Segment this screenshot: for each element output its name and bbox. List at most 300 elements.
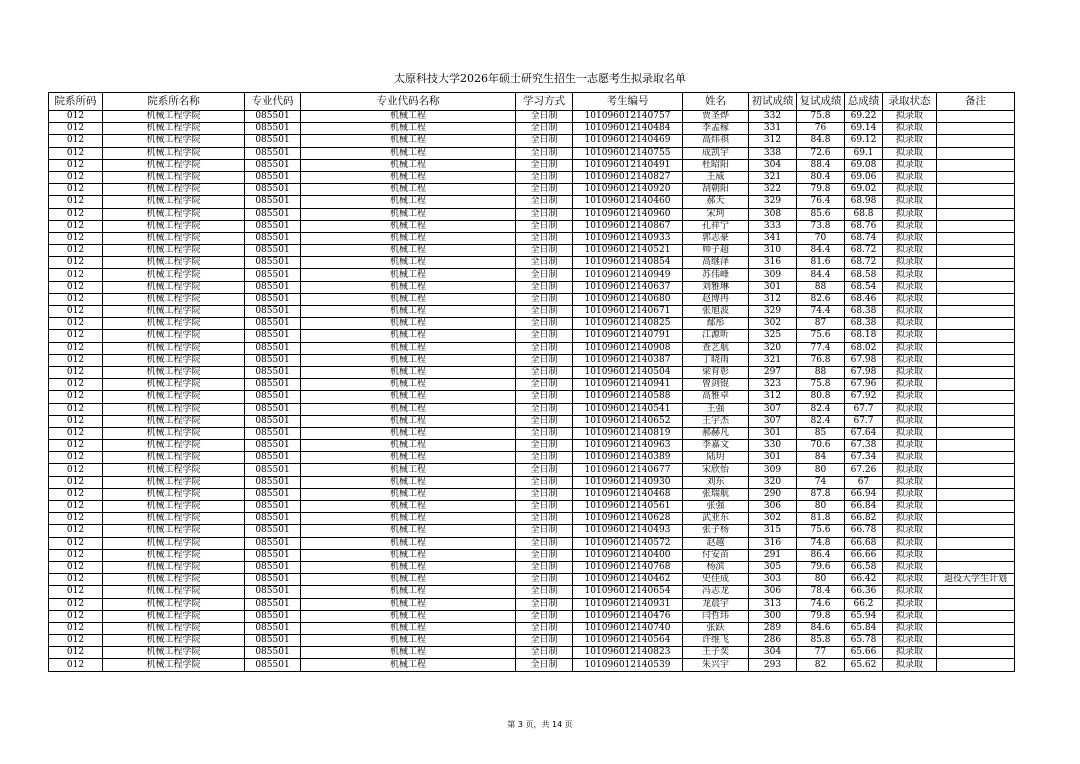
cell-retest-score: 73.8 — [797, 220, 845, 232]
cell-dept-name: 机械工程学院 — [103, 427, 245, 439]
cell-major-name: 机械工程 — [301, 111, 516, 123]
cell-prelim-score: 302 — [749, 318, 797, 330]
cell-admission-status: 拟录取 — [883, 513, 937, 525]
cell-candidate-id: 101096012140654 — [573, 586, 683, 598]
column-header-total-score: 总成绩 — [845, 93, 883, 111]
cell-study-mode: 全日制 — [516, 598, 573, 610]
cell-remark — [937, 464, 1015, 476]
cell-name: 赵博冉 — [683, 293, 749, 305]
cell-study-mode: 全日制 — [516, 403, 573, 415]
cell-name: 鄢彤 — [683, 318, 749, 330]
cell-prelim-score: 323 — [749, 379, 797, 391]
cell-retest-score: 86.4 — [797, 549, 845, 561]
cell-dept-code: 012 — [49, 440, 103, 452]
cell-dept-name: 机械工程学院 — [103, 330, 245, 342]
cell-name: 梁育彰 — [683, 366, 749, 378]
cell-prelim-score: 320 — [749, 342, 797, 354]
cell-name: 苏伟峰 — [683, 269, 749, 281]
cell-dept-code: 012 — [49, 659, 103, 671]
cell-major-name: 机械工程 — [301, 598, 516, 610]
cell-name: 闫哲玮 — [683, 610, 749, 622]
cell-name: 许维飞 — [683, 635, 749, 647]
cell-total-score: 66.36 — [845, 586, 883, 598]
cell-admission-status: 拟录取 — [883, 635, 937, 647]
cell-prelim-score: 293 — [749, 659, 797, 671]
table-row — [49, 574, 1015, 586]
cell-candidate-id: 101096012140564 — [573, 635, 683, 647]
table-row — [49, 135, 1015, 147]
cell-study-mode: 全日制 — [516, 171, 573, 183]
cell-total-score: 67.96 — [845, 379, 883, 391]
cell-retest-score: 82.4 — [797, 415, 845, 427]
cell-name: 赵越 — [683, 537, 749, 549]
cell-prelim-score: 322 — [749, 184, 797, 196]
cell-dept-name: 机械工程学院 — [103, 391, 245, 403]
cell-major-name: 机械工程 — [301, 184, 516, 196]
cell-total-score: 66.42 — [845, 574, 883, 586]
cell-admission-status: 拟录取 — [883, 610, 937, 622]
cell-dept-code: 012 — [49, 427, 103, 439]
table-row — [49, 476, 1015, 488]
cell-dept-name: 机械工程学院 — [103, 232, 245, 244]
cell-dept-code: 012 — [49, 245, 103, 257]
cell-major-name: 机械工程 — [301, 171, 516, 183]
cell-major-name: 机械工程 — [301, 196, 516, 208]
table-row — [49, 537, 1015, 549]
cell-total-score: 68.02 — [845, 342, 883, 354]
cell-study-mode: 全日制 — [516, 452, 573, 464]
cell-total-score: 68.58 — [845, 269, 883, 281]
cell-prelim-score: 320 — [749, 476, 797, 488]
cell-major-name: 机械工程 — [301, 488, 516, 500]
cell-dept-code: 012 — [49, 379, 103, 391]
cell-dept-name: 机械工程学院 — [103, 123, 245, 135]
cell-major-code: 085501 — [245, 391, 301, 403]
cell-retest-score: 74.4 — [797, 306, 845, 318]
cell-prelim-score: 321 — [749, 354, 797, 366]
cell-remark — [937, 501, 1015, 513]
cell-name: 宋欣怡 — [683, 464, 749, 476]
cell-name: 张子杨 — [683, 525, 749, 537]
cell-major-name: 机械工程 — [301, 647, 516, 659]
cell-name: 李孟稼 — [683, 123, 749, 135]
cell-candidate-id: 101096012140963 — [573, 440, 683, 452]
table-row — [49, 330, 1015, 342]
cell-retest-score: 79.8 — [797, 610, 845, 622]
cell-retest-score: 76 — [797, 123, 845, 135]
cell-total-score: 66.82 — [845, 513, 883, 525]
cell-admission-status: 拟录取 — [883, 476, 937, 488]
cell-total-score: 67.98 — [845, 366, 883, 378]
table-row — [49, 635, 1015, 647]
cell-total-score: 69.08 — [845, 159, 883, 171]
cell-major-code: 085501 — [245, 159, 301, 171]
cell-candidate-id: 101096012140541 — [573, 403, 683, 415]
cell-major-code: 085501 — [245, 488, 301, 500]
cell-major-name: 机械工程 — [301, 622, 516, 634]
cell-name: 贾圣烨 — [683, 111, 749, 123]
cell-admission-status: 拟录取 — [883, 306, 937, 318]
cell-candidate-id: 101096012140539 — [573, 659, 683, 671]
cell-prelim-score: 301 — [749, 281, 797, 293]
cell-dept-name: 机械工程学院 — [103, 269, 245, 281]
column-header-candidate-id: 考生编号 — [573, 93, 683, 111]
table-row — [49, 281, 1015, 293]
cell-study-mode: 全日制 — [516, 427, 573, 439]
cell-total-score: 68.38 — [845, 318, 883, 330]
cell-remark — [937, 427, 1015, 439]
cell-remark — [937, 318, 1015, 330]
cell-study-mode: 全日制 — [516, 293, 573, 305]
cell-name: 陆玥 — [683, 452, 749, 464]
cell-prelim-score: 309 — [749, 464, 797, 476]
document-title: 太原科技大学2026年硕士研究生招生一志愿考生拟录取名单 — [394, 72, 686, 85]
cell-major-name: 机械工程 — [301, 635, 516, 647]
column-header-remark: 备注 — [937, 93, 1015, 111]
cell-name: 郝天 — [683, 196, 749, 208]
cell-dept-code: 012 — [49, 281, 103, 293]
cell-name: 王宇杰 — [683, 415, 749, 427]
cell-dept-code: 012 — [49, 123, 103, 135]
cell-retest-score: 80 — [797, 501, 845, 513]
page-number: 第 3 页，共 14 页 — [507, 720, 573, 729]
cell-dept-code: 012 — [49, 306, 103, 318]
cell-dept-code: 012 — [49, 196, 103, 208]
cell-dept-name: 机械工程学院 — [103, 366, 245, 378]
cell-admission-status: 拟录取 — [883, 622, 937, 634]
cell-remark — [937, 452, 1015, 464]
cell-candidate-id: 101096012140827 — [573, 171, 683, 183]
table-row — [49, 403, 1015, 415]
cell-dept-code: 012 — [49, 220, 103, 232]
cell-admission-status: 拟录取 — [883, 220, 937, 232]
cell-remark — [937, 513, 1015, 525]
column-header-prelim-score: 初试成绩 — [749, 93, 797, 111]
cell-major-code: 085501 — [245, 306, 301, 318]
cell-study-mode: 全日制 — [516, 561, 573, 573]
cell-prelim-score: 332 — [749, 111, 797, 123]
cell-prelim-score: 305 — [749, 561, 797, 573]
cell-dept-code: 012 — [49, 257, 103, 269]
cell-candidate-id: 101096012140460 — [573, 196, 683, 208]
cell-admission-status: 拟录取 — [883, 598, 937, 610]
cell-major-name: 机械工程 — [301, 147, 516, 159]
cell-candidate-id: 101096012140823 — [573, 647, 683, 659]
cell-study-mode: 全日制 — [516, 415, 573, 427]
cell-prelim-score: 341 — [749, 232, 797, 244]
cell-major-code: 085501 — [245, 366, 301, 378]
cell-admission-status: 拟录取 — [883, 647, 937, 659]
cell-major-name: 机械工程 — [301, 232, 516, 244]
cell-retest-score: 82.4 — [797, 403, 845, 415]
cell-total-score: 67.38 — [845, 440, 883, 452]
cell-candidate-id: 101096012140791 — [573, 330, 683, 342]
cell-study-mode: 全日制 — [516, 245, 573, 257]
cell-dept-name: 机械工程学院 — [103, 537, 245, 549]
cell-candidate-id: 101096012140931 — [573, 598, 683, 610]
cell-admission-status: 拟录取 — [883, 659, 937, 671]
cell-study-mode: 全日制 — [516, 135, 573, 147]
cell-dept-code: 012 — [49, 622, 103, 634]
cell-major-code: 085501 — [245, 501, 301, 513]
cell-remark — [937, 342, 1015, 354]
cell-total-score: 66.78 — [845, 525, 883, 537]
cell-admission-status: 拟录取 — [883, 111, 937, 123]
cell-major-name: 机械工程 — [301, 513, 516, 525]
cell-admission-status: 拟录取 — [883, 293, 937, 305]
cell-major-code: 085501 — [245, 171, 301, 183]
table-header — [49, 93, 1015, 111]
cell-major-name: 机械工程 — [301, 452, 516, 464]
table-row — [49, 488, 1015, 500]
cell-candidate-id: 101096012140933 — [573, 232, 683, 244]
cell-major-code: 085501 — [245, 269, 301, 281]
cell-total-score: 65.84 — [845, 622, 883, 634]
cell-prelim-score: 289 — [749, 622, 797, 634]
cell-major-code: 085501 — [245, 354, 301, 366]
cell-name: 张旭波 — [683, 306, 749, 318]
table-row — [49, 622, 1015, 634]
cell-major-code: 085501 — [245, 293, 301, 305]
cell-major-name: 机械工程 — [301, 123, 516, 135]
cell-prelim-score: 301 — [749, 427, 797, 439]
cell-prelim-score: 315 — [749, 525, 797, 537]
cell-study-mode: 全日制 — [516, 232, 573, 244]
table-row — [49, 196, 1015, 208]
cell-candidate-id: 101096012140504 — [573, 366, 683, 378]
cell-dept-name: 机械工程学院 — [103, 135, 245, 147]
cell-dept-name: 机械工程学院 — [103, 159, 245, 171]
cell-remark — [937, 220, 1015, 232]
cell-prelim-score: 312 — [749, 293, 797, 305]
cell-dept-code: 012 — [49, 269, 103, 281]
cell-dept-code: 012 — [49, 488, 103, 500]
table-row — [49, 318, 1015, 330]
cell-study-mode: 全日制 — [516, 476, 573, 488]
cell-name: 张强 — [683, 501, 749, 513]
cell-total-score: 69.22 — [845, 111, 883, 123]
cell-major-code: 085501 — [245, 440, 301, 452]
table-row — [49, 342, 1015, 354]
cell-candidate-id: 101096012140757 — [573, 111, 683, 123]
cell-dept-name: 机械工程学院 — [103, 403, 245, 415]
cell-prelim-score: 304 — [749, 647, 797, 659]
cell-major-code: 085501 — [245, 342, 301, 354]
cell-admission-status: 拟录取 — [883, 159, 937, 171]
cell-total-score: 69.06 — [845, 171, 883, 183]
cell-candidate-id: 101096012140740 — [573, 622, 683, 634]
cell-remark — [937, 476, 1015, 488]
cell-dept-name: 机械工程学院 — [103, 245, 245, 257]
cell-name: 刘东 — [683, 476, 749, 488]
cell-major-code: 085501 — [245, 464, 301, 476]
cell-dept-name: 机械工程学院 — [103, 257, 245, 269]
table-row — [49, 232, 1015, 244]
cell-total-score: 68.76 — [845, 220, 883, 232]
cell-remark — [937, 440, 1015, 452]
cell-remark — [937, 525, 1015, 537]
cell-major-code: 085501 — [245, 537, 301, 549]
cell-study-mode: 全日制 — [516, 440, 573, 452]
cell-total-score: 67.64 — [845, 427, 883, 439]
cell-retest-score: 77.4 — [797, 342, 845, 354]
cell-candidate-id: 101096012140484 — [573, 123, 683, 135]
cell-name: 郝赫凡 — [683, 427, 749, 439]
table-body — [49, 111, 1015, 672]
cell-total-score: 67.7 — [845, 403, 883, 415]
cell-study-mode: 全日制 — [516, 147, 573, 159]
cell-dept-code: 012 — [49, 318, 103, 330]
cell-total-score: 67 — [845, 476, 883, 488]
cell-retest-score: 76.4 — [797, 196, 845, 208]
table-row — [49, 391, 1015, 403]
cell-candidate-id: 101096012140671 — [573, 306, 683, 318]
cell-candidate-id: 101096012140867 — [573, 220, 683, 232]
cell-retest-score: 78.4 — [797, 586, 845, 598]
cell-major-code: 085501 — [245, 476, 301, 488]
cell-candidate-id: 101096012140476 — [573, 610, 683, 622]
cell-prelim-score: 306 — [749, 501, 797, 513]
cell-study-mode: 全日制 — [516, 379, 573, 391]
cell-retest-score: 87 — [797, 318, 845, 330]
table-row — [49, 220, 1015, 232]
cell-dept-code: 012 — [49, 366, 103, 378]
cell-remark — [937, 403, 1015, 415]
cell-dept-code: 012 — [49, 647, 103, 659]
cell-total-score: 68.74 — [845, 232, 883, 244]
cell-dept-name: 机械工程学院 — [103, 488, 245, 500]
cell-major-name: 机械工程 — [301, 293, 516, 305]
cell-prelim-score: 312 — [749, 391, 797, 403]
cell-dept-name: 机械工程学院 — [103, 501, 245, 513]
cell-admission-status: 拟录取 — [883, 232, 937, 244]
cell-prelim-score: 316 — [749, 537, 797, 549]
cell-prelim-score: 304 — [749, 159, 797, 171]
table-row — [49, 171, 1015, 183]
cell-prelim-score: 290 — [749, 488, 797, 500]
cell-major-name: 机械工程 — [301, 379, 516, 391]
cell-total-score: 68.38 — [845, 306, 883, 318]
cell-candidate-id: 101096012140637 — [573, 281, 683, 293]
table-row — [49, 598, 1015, 610]
cell-prelim-score: 331 — [749, 123, 797, 135]
cell-dept-code: 012 — [49, 159, 103, 171]
cell-major-name: 机械工程 — [301, 659, 516, 671]
cell-remark: 退役大学生计划 — [937, 574, 1015, 586]
cell-major-name: 机械工程 — [301, 269, 516, 281]
cell-dept-name: 机械工程学院 — [103, 574, 245, 586]
cell-total-score: 66.58 — [845, 561, 883, 573]
cell-remark — [937, 111, 1015, 123]
cell-candidate-id: 101096012140389 — [573, 452, 683, 464]
cell-remark — [937, 379, 1015, 391]
cell-total-score: 65.78 — [845, 635, 883, 647]
cell-name: 杨滨 — [683, 561, 749, 573]
cell-total-score: 68.46 — [845, 293, 883, 305]
cell-name: 史佳成 — [683, 574, 749, 586]
cell-study-mode: 全日制 — [516, 610, 573, 622]
cell-remark — [937, 635, 1015, 647]
cell-study-mode: 全日制 — [516, 281, 573, 293]
cell-total-score: 68.54 — [845, 281, 883, 293]
cell-candidate-id: 101096012140628 — [573, 513, 683, 525]
cell-dept-code: 012 — [49, 391, 103, 403]
cell-remark — [937, 488, 1015, 500]
cell-major-code: 085501 — [245, 220, 301, 232]
cell-study-mode: 全日制 — [516, 537, 573, 549]
cell-candidate-id: 101096012140825 — [573, 318, 683, 330]
cell-major-code: 085501 — [245, 513, 301, 525]
cell-major-name: 机械工程 — [301, 366, 516, 378]
cell-prelim-score: 338 — [749, 147, 797, 159]
cell-major-code: 085501 — [245, 659, 301, 671]
cell-study-mode: 全日制 — [516, 269, 573, 281]
column-header-dept-code: 院系所码 — [49, 93, 103, 111]
cell-candidate-id: 101096012140930 — [573, 476, 683, 488]
cell-study-mode: 全日制 — [516, 208, 573, 220]
cell-retest-score: 75.6 — [797, 330, 845, 342]
cell-remark — [937, 391, 1015, 403]
cell-retest-score: 84.4 — [797, 245, 845, 257]
cell-study-mode: 全日制 — [516, 549, 573, 561]
cell-remark — [937, 281, 1015, 293]
cell-retest-score: 88 — [797, 281, 845, 293]
cell-major-name: 机械工程 — [301, 440, 516, 452]
cell-name: 高雅卓 — [683, 391, 749, 403]
cell-dept-name: 机械工程学院 — [103, 171, 245, 183]
table-row — [49, 647, 1015, 659]
cell-retest-score: 75.8 — [797, 379, 845, 391]
cell-retest-score: 79.8 — [797, 184, 845, 196]
cell-study-mode: 全日制 — [516, 366, 573, 378]
cell-name: 武亚东 — [683, 513, 749, 525]
admission-table — [48, 92, 1015, 672]
cell-study-mode: 全日制 — [516, 574, 573, 586]
cell-retest-score: 82.6 — [797, 293, 845, 305]
table-row — [49, 501, 1015, 513]
table-row — [49, 269, 1015, 281]
cell-major-name: 机械工程 — [301, 574, 516, 586]
cell-dept-code: 012 — [49, 111, 103, 123]
cell-dept-name: 机械工程学院 — [103, 306, 245, 318]
cell-total-score: 65.66 — [845, 647, 883, 659]
cell-dept-name: 机械工程学院 — [103, 147, 245, 159]
cell-remark — [937, 415, 1015, 427]
cell-dept-code: 012 — [49, 452, 103, 464]
cell-candidate-id: 101096012140561 — [573, 501, 683, 513]
cell-major-code: 085501 — [245, 586, 301, 598]
cell-remark — [937, 269, 1015, 281]
cell-remark — [937, 171, 1015, 183]
cell-dept-code: 012 — [49, 208, 103, 220]
cell-retest-score: 70 — [797, 232, 845, 244]
cell-dept-code: 012 — [49, 635, 103, 647]
cell-total-score: 66.94 — [845, 488, 883, 500]
table-row — [49, 111, 1015, 123]
cell-admission-status: 拟录取 — [883, 208, 937, 220]
cell-admission-status: 拟录取 — [883, 257, 937, 269]
cell-candidate-id: 101096012140521 — [573, 245, 683, 257]
table-row — [49, 147, 1015, 159]
cell-remark — [937, 366, 1015, 378]
cell-dept-code: 012 — [49, 354, 103, 366]
column-header-major-name: 专业代码名称 — [301, 93, 516, 111]
cell-total-score: 66.66 — [845, 549, 883, 561]
cell-study-mode: 全日制 — [516, 622, 573, 634]
cell-dept-name: 机械工程学院 — [103, 415, 245, 427]
cell-candidate-id: 101096012140680 — [573, 293, 683, 305]
cell-name: 成凯宇 — [683, 147, 749, 159]
